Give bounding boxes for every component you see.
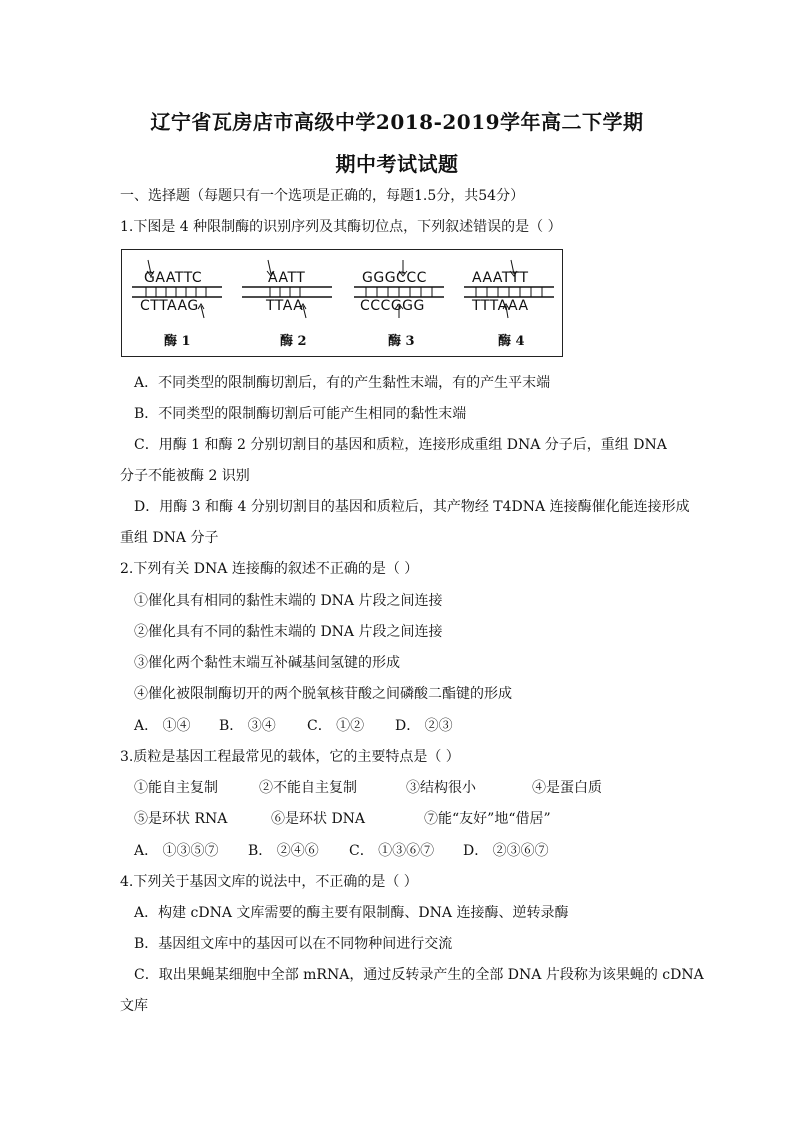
q2-item-4: ④催化被限制酶切开的两个脱氧核苷酸之间磷酸二酯键的形成 — [134, 686, 512, 702]
q3-item-1: ①能自主复制 — [134, 780, 218, 796]
q3-item-6: ⑥是环状 DNA — [271, 811, 366, 827]
q3-item-3: ③结构很小 — [406, 780, 476, 796]
enzyme-1-label: 酶 1 — [164, 334, 191, 349]
q2-option-a: A． ①④ — [134, 718, 191, 734]
enzyme-3-label: 酶 3 — [388, 334, 415, 349]
q3-item-2: ②不能自主复制 — [259, 780, 357, 796]
enzyme-figure — [121, 249, 563, 357]
q2-option-b: B． ③④ — [219, 718, 276, 734]
q2-option-d: D． ②③ — [395, 718, 453, 734]
enzyme-3-bottom-seq: CCCGGG — [360, 298, 425, 314]
q1-option-c: C．用酶 1 和酶 2 分别切割目的基因和质粒，连接形成重组 DNA 分子后，重组 DNA — [134, 437, 667, 453]
q1-option-d: D．用酶 3 和酶 4 分别切割目的基因和质粒后，其产物经 T4DNA 连接酶催化能连接形成 — [134, 499, 690, 515]
enzyme-4-top-seq: AAATTT — [472, 270, 529, 286]
document-title: 辽宁省瓦房店市高级中学2018-2019学年高二下学期 — [150, 110, 644, 134]
q2-item-1: ①催化具有相同的黏性末端的 DNA 片段之间连接 — [134, 593, 443, 609]
q1-option-d-cont: 重组 DNA 分子 — [120, 530, 219, 546]
enzyme-2-label: 酶 2 — [280, 334, 307, 349]
q2-item-3: ③催化两个黏性末端互补碱基间氢键的形成 — [134, 655, 400, 671]
q1-option-c-cont: 分子不能被酶 2 识别 — [120, 468, 250, 484]
enzyme-1-diagram — [130, 250, 230, 358]
enzyme-3-diagram — [352, 250, 452, 358]
q3-option-b: B． ②④⑥ — [248, 843, 319, 859]
enzyme-4-diagram — [462, 250, 562, 358]
q3-option-c: C． ①③⑥⑦ — [349, 843, 435, 859]
enzyme-1-bottom-seq: CTTAAG — [140, 298, 199, 314]
q1-option-a: A．不同类型的限制酶切割后，有的产生黏性末端，有的产生平末端 — [134, 375, 551, 391]
enzyme-2-top-seq: AATT — [268, 270, 306, 286]
q2-stem: 2.下列有关 DNA 连接酶的叙述不正确的是（ ） — [120, 561, 419, 577]
enzyme-2-bottom-seq: TTAA — [266, 298, 304, 314]
q2-option-c: C． ①② — [307, 718, 365, 734]
q3-item-4: ④是蛋白质 — [532, 780, 602, 796]
enzyme-4-bottom-seq: TTTAAA — [472, 298, 529, 314]
enzyme-2-diagram — [240, 250, 340, 358]
enzyme-4-label: 酶 4 — [498, 334, 525, 349]
q1-option-b: B．不同类型的限制酶切割后可能产生相同的黏性末端 — [134, 406, 467, 422]
q3-item-5: ⑤是环状 RNA — [134, 811, 228, 827]
q4-stem: 4.下列关于基因文库的说法中，不正确的是（ ） — [120, 874, 418, 890]
q3-option-a: A． ①③⑤⑦ — [134, 843, 219, 859]
enzyme-3-top-seq: GGGCCC — [362, 270, 427, 286]
q4-option-c-cont: 文库 — [120, 998, 148, 1014]
q4-option-b: B．基因组文库中的基因可以在不同物种间进行交流 — [134, 936, 453, 952]
q3-item-7: ⑦能“友好”地“借居” — [424, 811, 551, 827]
q2-item-2: ②催化具有不同的黏性末端的 DNA 片段之间连接 — [134, 624, 443, 640]
q3-stem: 3.质粒是基因工程最常见的载体，它的主要特点是（ ） — [120, 749, 460, 765]
document-subtitle: 期中考试试题 — [335, 152, 459, 176]
enzyme-1-top-seq: GAATTC — [144, 270, 203, 286]
q4-option-c: C．取出果蝇某细胞中全部 mRNA，通过反转录产生的全部 DNA 片段称为该果蝇的 cDNA — [134, 967, 704, 983]
section-heading: 一、选择题（每题只有一个选项是正确的，每题1.5分，共54分） — [120, 188, 525, 204]
q1-stem: 1.下图是 4 种限制酶的识别序列及其酶切位点，下列叙述错误的是（ ） — [120, 219, 562, 235]
q4-option-a: A．构建 cDNA 文库需要的酶主要有限制酶、DNA 连接酶、逆转录酶 — [134, 905, 569, 921]
q3-option-d: D． ②③⑥⑦ — [463, 843, 549, 859]
